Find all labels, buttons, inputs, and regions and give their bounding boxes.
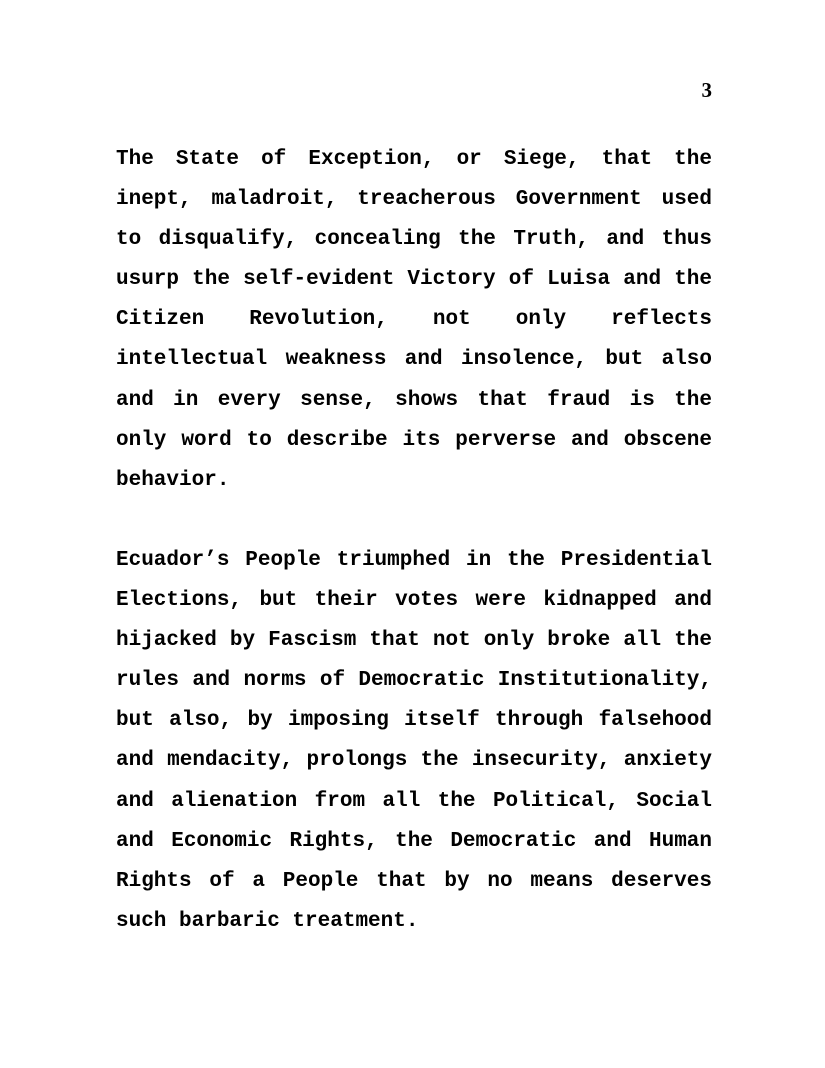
paragraph-state-of-exception: The State of Exception, or Siege, that the inept, maladroit, treacherous Government used to disqualify, concealing the Truth, and thus usurp the self-evident Victory of Luisa and the Citizen Revolution, not only reflects intellectual weakness and insolence, but also and in every sense, shows that fraud is the only word to describe its perverse and obscene behavior. bbox=[116, 148, 712, 492]
paragraph-ecuador-people: Ecuador’s People triumphed in the Presidential Elections, but their votes were kidnapped and hijacked by Fascism that not only broke all the rules and norms of Democratic Institutionality, but also, by imposing itself through falsehood and mendacity, prolongs the insecurity, anxiety and alienation from all the Political, Social and Economic Rights, the Democratic and Human Rights of a People that by no means deserves such barbaric treatment. bbox=[116, 548, 712, 933]
page-number: 3 bbox=[701, 78, 712, 102]
document-body bbox=[116, 140, 712, 942]
